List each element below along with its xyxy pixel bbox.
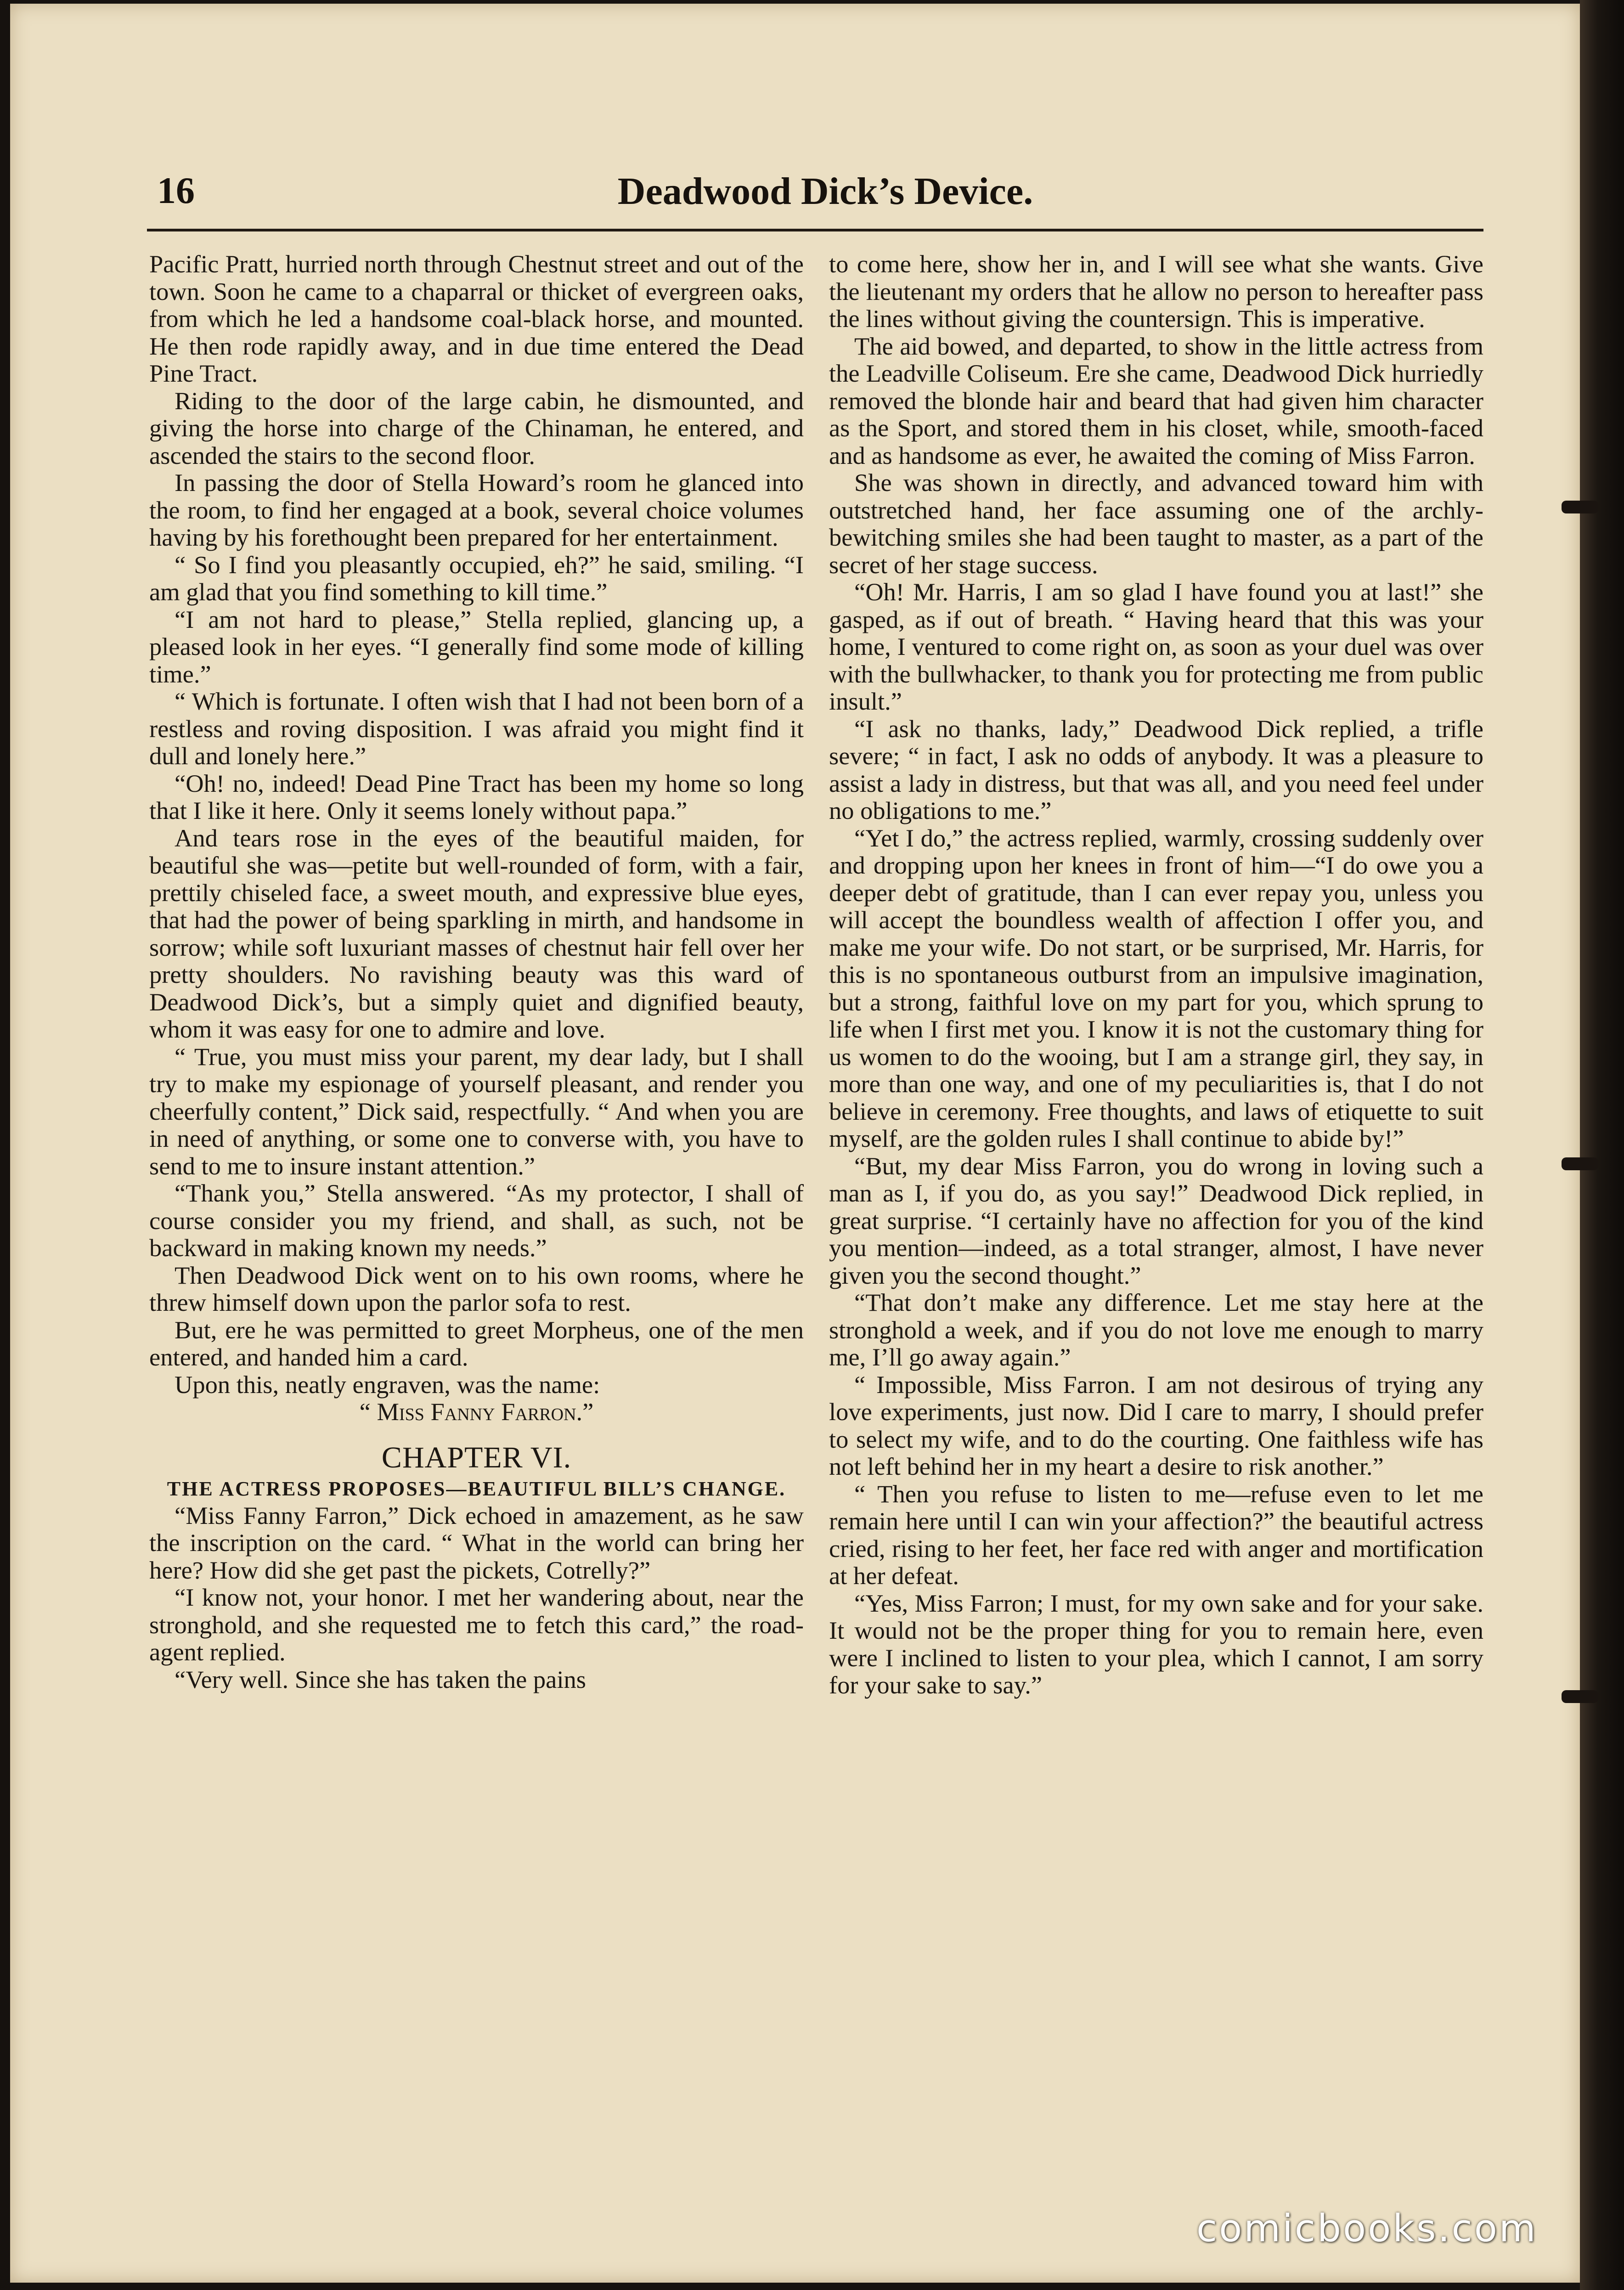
paragraph: She was shown in directly, and advanced toward him with outstretched hand, her face assuming one of the archly-bewitching smiles she had been taught to master, as a part of the secret of her stage success. [829, 468, 1483, 579]
paragraph: “I know not, your honor. I met her wandering about, near the stronghold, and she requested me to fetch this card,” the road-agent replied. [149, 1583, 804, 1666]
header-rule [147, 229, 1483, 231]
paragraph: “ So I find you pleasantly occupied, eh?” he said, smiling. “I am glad that you find something to kill time.” [149, 550, 804, 606]
paragraph: “Yet I do,” the actress replied, warmly, crossing suddenly over and dropping upon her knees in front of him—“I do owe you a deeper debt of gratitude, than I can ever repay you, unless you will accept the boundless wealth of affection I offer you, and make me your wife. Do not start, or be surprised, Mr. Harris, for this is no spontaneous outburst from an impulsive imagination, but a strong, faithful love on my part for you, which sprung to life when I first met you. I know it is not the customary thing for us women to do the wooing, but I am a strange girl, they say, in more than one way, and one of my peculiarities is, that I do not believe in ceremony. Free thoughts, and laws of etiquette to suit myself, are the golden rules I shall continue to abide by!” [829, 823, 1483, 1152]
running-title: Deadwood Dick’s Device. [617, 170, 1033, 213]
paragraph: to come here, show her in, and I will see what she wants. Give the lieutenant my orders that he allow no person to hereafter pass the lines without giving the countersign. This is imperative. [829, 250, 1483, 333]
paragraph: “Oh! no, indeed! Dead Pine Tract has been my home so long that I like it here. Only it seems lonely without papa.” [149, 769, 804, 824]
paragraph: “I am not hard to please,” Stella replied, glancing up, a pleased look in her eyes. “I generally find some mode of killing time.” [149, 605, 804, 688]
binding-staple [1562, 1690, 1598, 1703]
paragraph: “I ask no thanks, lady,” Deadwood Dick replied, a trifle severe; “ in fact, I ask no odds of anybody. It was a pleasure to assist a lady in distress, but that was all, and you need feel under no obligations to me.” [829, 714, 1483, 824]
paragraph: But, ere he was permitted to greet Morpheus, one of the men entered, and handed him a card. [149, 1315, 804, 1371]
paragraph: “Yes, Miss Farron; I must, for my own sake and for your sake. It would not be the proper thing for you to remain here, even were I inclined to listen to your plea, which I cannot, I am sorry for your sake to say.” [829, 1589, 1483, 1699]
page-header [157, 169, 1494, 224]
paragraph: “ Which is fortunate. I often wish that I had not been born of a restless and roving disposition. I was afraid you might find it dull and lonely here.” [149, 687, 804, 770]
paragraph: “ Impossible, Miss Farron. I am not desirous of trying any love experiments, just now. Did I care to marry, I should prefer to select my wife, and to do the courting. One faithless wife has not left behind her in my heart a desire to risk another.” [829, 1370, 1483, 1480]
paragraph: “ Then you refuse to listen to me—refuse even to let me remain here until I can win your affection?” the beautiful actress cried, rising to her feet, her face red with anger and mortification at her defeat. [829, 1479, 1483, 1590]
paragraph: “Thank you,” Stella answered. “As my protector, I shall of course consider you my friend, and shall, as such, not be backward in making known my needs.” [149, 1179, 804, 1262]
paragraph: Pacific Pratt, hurried north through Chestnut street and out of the town. Soon he came to a chaparral or thicket of evergreen oaks, from which he led a handsome coal-black horse, and mounted. He then rode rapidly away, and in due time entered the Dead Pine Tract. [149, 250, 804, 387]
paragraph: “Very well. Since she has taken the pains [175, 1665, 586, 1693]
page-number: 16 [157, 169, 195, 211]
paragraph: The aid bowed, and departed, to show in the little actress from the Leadville Coliseum. Ere she came, Deadwood Dick hurriedly removed the blonde hair and beard that had given him character as the Sport, and stored them in his closet, while, smooth-faced and as handsome as ever, he awaited the coming of Miss Farron. [829, 332, 1483, 469]
paragraph: In passing the door of Stella Howard’s room he glanced into the room, to find her engaged at a book, several choice volumes having by his forethought been prepared for her entertainment. [149, 468, 804, 551]
chapter-heading: CHAPTER VI. [381, 1440, 572, 1474]
right-column [829, 250, 1483, 1699]
paragraph: Upon this, neatly engraven, was the name: [175, 1370, 600, 1399]
card-name: “ Miss Fanny Farron.” [359, 1398, 594, 1426]
paragraph: “But, my dear Miss Farron, you do wrong in loving such a man as I, if you do, as you say!” Deadwood Dick replied, in great surprise. “I certainly have no affection for you of the kind you mention—indeed, as a total stranger, almost, I have never given you the second thought.” [829, 1151, 1483, 1289]
paragraph: Riding to the door of the large cabin, he dismounted, and giving the horse into charge of the Chinaman, he entered, and ascended the stairs to the second floor. [149, 386, 804, 469]
book-spine [1580, 0, 1624, 2290]
paragraph: Then Deadwood Dick went on to his own rooms, where he threw himself down upon the parlor sofa to rest. [149, 1261, 804, 1316]
source-watermark: comicbooks.com [1196, 2207, 1538, 2251]
chapter-subtitle: THE ACTRESS PROPOSES—BEAUTIFUL BILL’S CHANGE. [167, 1477, 786, 1500]
binding-staple [1562, 501, 1598, 513]
paragraph: “That don’t make any difference. Let me stay here at the stronghold a week, and if you do not love me enough to marry me, I’ll go away again.” [829, 1288, 1483, 1371]
paragraph: “Miss Fanny Farron,” Dick echoed in amazement, as he saw the inscription on the card. “ What in the world can bring her here? How did she get past the pickets, Cotrelly?” [149, 1501, 804, 1584]
paragraph: “Oh! Mr. Harris, I am so glad I have found you at last!” she gasped, as if out of breath. “ Having heard that this was your home, I ventured to come right on, as soon as your duel was over with the bullwhacker, to thank you for protecting me from public insult.” [829, 578, 1483, 715]
paragraph: And tears rose in the eyes of the beautiful maiden, for beautiful she was—petite but well-rounded of form, with a fair, prettily chiseled face, a sweet mouth, and expressive blue eyes, that had the power of being sparkling in mirth, and handsome in sorrow; while soft luxuriant masses of chestnut hair fell over her pretty shoulders. No ravishing beauty was this ward of Deadwood Dick’s, but a simply quiet and dignified beauty, whom it was easy for one to admire and love. [149, 823, 804, 1043]
binding-staple [1562, 1157, 1598, 1170]
paragraph: “ True, you must miss your parent, my dear lady, but I shall try to make my espionage of yourself pleasant, and render you cheerfully content,” Dick said, respectfully. “ And when you are in need of anything, or some one to converse with, you have to send to me to insure instant attention.” [149, 1042, 804, 1180]
left-column [149, 250, 804, 1693]
